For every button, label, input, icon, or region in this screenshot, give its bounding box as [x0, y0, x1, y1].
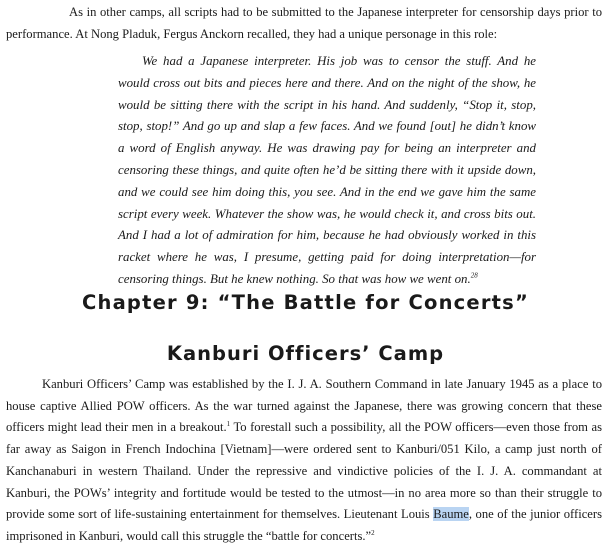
selected-text-highlight[interactable]: Baume: [433, 507, 469, 522]
block-quote: [118, 51, 536, 291]
intro-paragraph: [6, 2, 602, 45]
body-text-part1: Kanburi Officers’ Camp was established by the I. J. A. Southern Command in late January 1945 as a place to house captive Allied POW officers. As the war turned against the Japanese, there was growing concern that these officers might lead their men in a breakout.: [6, 377, 602, 435]
chapter-title: Chapter 9: “The Battle for Concerts”: [81, 291, 529, 314]
body-text-part2: To forestall such a possibility, all the POW officers—even those from as far away as Saigon in French Indochina [Vietnam]—were ordered sent to Kanburi/051 Kilo, a camp just north of Kanchanaburi in western Thailand. Under the repressive and vindictive policies of the I. J. A. commandant at Kanburi, the POWs’ integrity and fortitude would be tested to the utmost—in no area more so than their struggle to provide some sort of life-sustaining entertainment for themselves. Lieutenant Louis: [6, 420, 602, 522]
quote-text: We had a Japanese interpreter. His job was to censor the stuff. And he would cross out bits and pieces here and there. And on the night of the show, he would be sitting there with the script in his hand. And suddenly, “Stop it, stop, stop, stop!” And go up and slap a few faces. And we found [out] he didn’t know a word of English anyway. He was drawing pay for being an interpreter and censoring these things, and quite often he’d be sitting there with it upside down, and we could see him doing this, you see. And in the end we gave him the same script every week. Whatever the show was, he would check it, and cross bits out. And I had a lot of admiration for him, because he had obviously worked in this racket where he was, I presume, getting paid for doing interpretation—for censoring things. But he knew nothing. So that was how we went on.: [118, 54, 536, 286]
body-paragraph: [6, 374, 602, 548]
intro-text: As in other camps, all scripts had to be submitted to the Japanese interpreter for censorship days prior to performance. At Nong Pladuk, Fergus Anckorn recalled, they had a unique personage in this role:: [6, 5, 602, 41]
section-title: Kanburi Officers’ Camp: [166, 342, 445, 365]
footnote-marker[interactable]: 28: [470, 271, 478, 280]
footnote-marker-2[interactable]: 2: [371, 528, 375, 537]
footnote-marker-1[interactable]: 1: [226, 420, 231, 429]
body-text-part3: , one of the junior officers imprisoned in Kanburi, would call this struggle the “battle for concerts.”: [6, 507, 602, 543]
